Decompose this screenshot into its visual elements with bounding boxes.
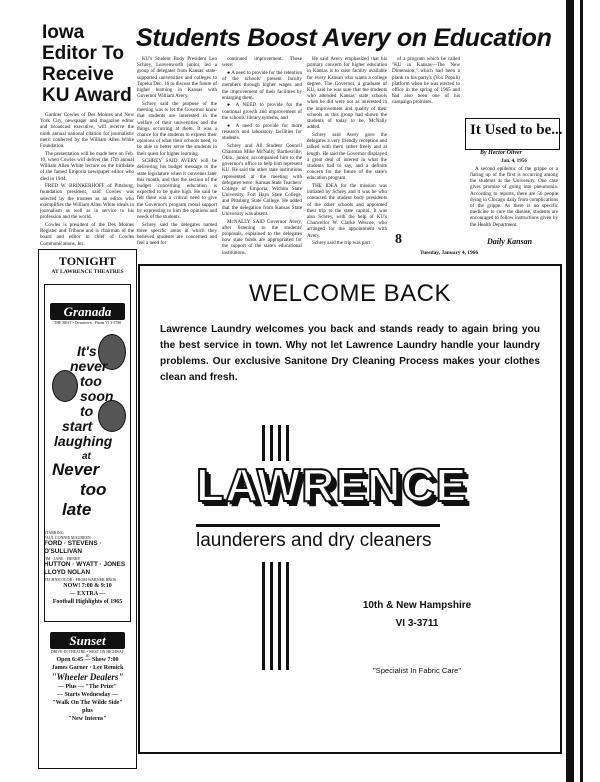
sunset-next-plus: plus xyxy=(82,708,93,714)
movie-title-line: too xyxy=(80,480,107,499)
sunset-times: Open 6:45 — Show 7:00 xyxy=(56,657,119,663)
issue-date: Tuesday, January 4, 1966 xyxy=(420,250,479,256)
logo-bar xyxy=(270,562,273,670)
logo-rule xyxy=(196,524,440,527)
page-edge xyxy=(566,0,600,782)
movie-title-line: at xyxy=(82,451,91,462)
movie-title-line: Never xyxy=(52,460,100,479)
phone-number: VI 3-3711 xyxy=(395,618,439,629)
used-to-be-paragraph: A second epidemic of the grippe or a flaring up of the first is occurring among the students at the University. One case gives promise of going into pneumonia. According to reports, there are 50 people dying in Chicago daily from complications of the grippe. As there is no specific medicine to cure the disease, students are encouraged to follow instructions given by the Health Department. xyxy=(470,165,558,228)
extra-feature: Football Highlights of 1965 xyxy=(52,599,123,605)
used-to-be-dateline: Jan. 4, 1956 xyxy=(501,158,527,164)
sunset-starts: — Starts Wednesday — xyxy=(56,692,119,698)
paper-name: Daily Kansan xyxy=(487,237,533,246)
avery-paragraph: KU's Student Body President Leo Schrey, Leavenworth junior, led a group of delegates from Kansas' state-supported universities and colleges to Topeka Dec. 16 to discuss the future of higher learning in Kansas with Governor William Avery. xyxy=(137,56,217,100)
iowa-story-body xyxy=(40,112,134,246)
movie-title-line: soon xyxy=(80,388,114,404)
sunset-next: "Walk On The Wilde Side" xyxy=(52,700,123,706)
movie-title-line: It's xyxy=(77,343,97,359)
sunset-film: "Wheeler Dealers" xyxy=(51,672,124,682)
sunset-subtitle: DRIVE-IN THEATRE • WEST ON HIGHWAY 40 xyxy=(50,650,125,658)
ad-tagline: launderers and dry cleaners xyxy=(196,530,432,551)
cast-line: PAUL CONNIE MAUREEN xyxy=(44,535,91,540)
avery-column-3 xyxy=(307,56,387,254)
theatres-subheading: AT LAWRENCE THEATRES xyxy=(51,269,124,275)
granada-showtimes xyxy=(44,582,131,606)
used-to-be-body xyxy=(470,158,558,230)
address-line: 10th & New Hampshire xyxy=(362,600,472,611)
iowa-paragraph: FRED W. BRINKERHOFF of Pittsburg, foundation president, said Cowles was selected by the trustees as an editor who exemplifies the William Allen White ideals in journalism as well as in service to his profession and the world. xyxy=(40,183,134,221)
cast-line: TECHNICOLOR · FROM WARNER BROS. xyxy=(44,577,118,582)
sunset-next2: "New Interns" xyxy=(68,716,107,722)
avery-paragraph: He said Avery emphasized that his primary concern for higher education in Kansas is to raise facility available for every Kansan who wants a college degree. The Governor, a graduate of KU, said he was sure that the students who attended Kansas' state schools when he did were not as interested in the improvement and quality of their schools as this group had shown the students of today to be, McNally added. xyxy=(307,56,387,131)
ad-copy: Lawrence Laundry welcomes you back and stands ready to again bring you the best service in town. Why not let Lawrence Laundry handle your laundry problems. Our exclusive Sanitone Dry Cleaning Process makes your clothes clean and fresh. xyxy=(160,324,540,383)
page-number: 8 xyxy=(395,232,402,247)
avery-paragraph: THE IDEA for the mission was initiated by Schrey and it was he who contacted the student body presidents of the other schools and appointed their trip to the state capitol. It was also Schrey, with the help of KU's Chancellor W. Clarke Wescoe, who arranged for the appointment with Avery. xyxy=(307,183,387,239)
ad-slogan: "Specialist In Fabric Care" xyxy=(372,666,462,675)
sunset-logo: Sunset xyxy=(50,632,125,649)
granada-logo: Granada xyxy=(50,303,125,320)
avery-paragraph: Schrey said the trip was part xyxy=(312,240,370,247)
avery-column-2 xyxy=(222,56,302,254)
lawrence-logo: LAWRENCE xyxy=(196,459,468,511)
logo-bar xyxy=(286,562,289,670)
used-to-be-byline: By Hector Oliver xyxy=(480,150,522,156)
sunset-stars: James Garner · Lee Remick xyxy=(51,665,124,671)
granada-cast xyxy=(44,530,131,582)
used-to-be-title: It Used to be... xyxy=(470,122,563,138)
cast-line: HUTTON · WYATT · JONES xyxy=(44,561,126,568)
iowa-paragraph: The presentation will be made here on Feb. 10, when Cowles will deliver the 17th annual William Allen White lecture on the birthdate of the famed Emporia newspaper editor who died in 1944. xyxy=(40,150,134,182)
avery-paragraph: continued improvement. These were: xyxy=(222,56,302,69)
cast-line: FORD · STEVENS · O'SULLIVAN xyxy=(44,540,102,555)
avery-paragraph: SCHREY SAID AVERY will be delivering his budget message to the state legislature when it convenes later this month, and that the section of the budget concerning education is expected to be quite high. He said he felt there was a critical need to give the Governor's program moral support by expressing to him the opinions and needs of the students. xyxy=(137,158,217,221)
movie-title-line: never xyxy=(70,358,108,374)
movie-title-line: laughing xyxy=(54,433,113,449)
movie-title-line: late xyxy=(62,500,92,519)
ad-title: WELCOME BACK xyxy=(248,280,452,307)
cast-line: JIM · JANE · HENRY xyxy=(44,556,81,561)
avery-paragraph: Schrey said Avery gave the delegates a very friendly reception and talked with them rather freely and at length. He said the Governor displayed a great deal of interest in what the students had to say, and a definite concern for the future of the state's education program. xyxy=(307,131,387,182)
avery-column-4 xyxy=(392,56,460,116)
extra-label: — EXTRA — xyxy=(69,591,106,597)
iowa-paragraph: Gardner Cowles of Des Moines and New York City, newspaper and magazine editor and broadcast executive, will receive the ninth annual national citation for journalistic merit conferred by the William Allen White Foundation. xyxy=(40,112,134,150)
tonight-heading: TONIGHT xyxy=(58,254,117,268)
movie-title-line: start xyxy=(62,418,93,434)
avery-paragraph: Schrey said the purpose of the meeting was to let the Governor know that students are interested in the welfare of their universities and the things occurring at them. It was a chance for the students to express their opinions of what their schools need, to be able to better serve the students in their quest for higher learning. xyxy=(137,100,217,157)
avery-paragraph: ● A need to provide for more research and laboratory facilities for students. xyxy=(222,122,302,141)
movie-title-line: too xyxy=(80,373,102,389)
actor-photo xyxy=(52,370,78,402)
avery-paragraph: ● A need to provide for the retention of the schools' present faculty members through higher wages and the improvement of their facilities by enlarging them. xyxy=(222,69,302,101)
iowa-headline: Iowa Editor To Receive KU Award xyxy=(42,22,132,106)
cast-line: LLOYD NOLAN xyxy=(44,569,91,576)
avery-paragraph: McNALLY SAID Governor Avery, after listening to the students' proposals, explained to the delegates how state funds are appropriated for the support of the state's educational institutions. xyxy=(222,218,302,254)
sunset-info xyxy=(40,656,135,723)
avery-paragraph: Schrey and All Student Council Chairman Mike McNally, Bartlesville, Okla., junior, accompanied him to the governor's office to help him represent KU. He said the other state institutions represented at the meeting with delegates were: Kansas State Teachers' College of Emporia, Wichita State University, Fort Hays State College, and Pittsburg State College. He added that the delegation from Kansas State University was absent. xyxy=(222,142,302,217)
avery-headline: Students Boost Avery on Education xyxy=(136,24,552,52)
iowa-paragraph: Cowles is president of the Des Moines Register and Tribune and is chairman of the board and editor in chief of Cowles Communications, Inc. xyxy=(40,221,134,246)
showtimes-text: NOW! 7:00 & 9:10 xyxy=(63,583,112,589)
actor-photo xyxy=(98,400,126,432)
movie-title-line: to xyxy=(80,403,94,419)
logo-bar xyxy=(278,562,281,670)
ad-address xyxy=(347,597,487,633)
granada-subtitle: THE BEST • Downtown · Phone VI 3-5788 xyxy=(54,321,121,325)
avery-paragraph: ● A NEED to provide for the continual growth and improvement of the schools' library systems, and xyxy=(222,102,302,121)
sunset-plus: — Plus — "The Prize" xyxy=(58,684,117,690)
cast-heading: STARRING xyxy=(44,530,64,535)
logo-bar xyxy=(262,562,265,670)
avery-paragraph: Schrey said the delegates named three specific areas in which they believed students are concerned and feel a need for xyxy=(137,221,217,247)
avery-paragraph: of a program which he called "KU in Kansas—The New Dimension," which had been a plank in his party's (Vox Populi) platform when he was elected to office in the spring of 1965 and had also been one of his campaign promises. xyxy=(392,56,460,106)
avery-column-1 xyxy=(137,56,217,254)
